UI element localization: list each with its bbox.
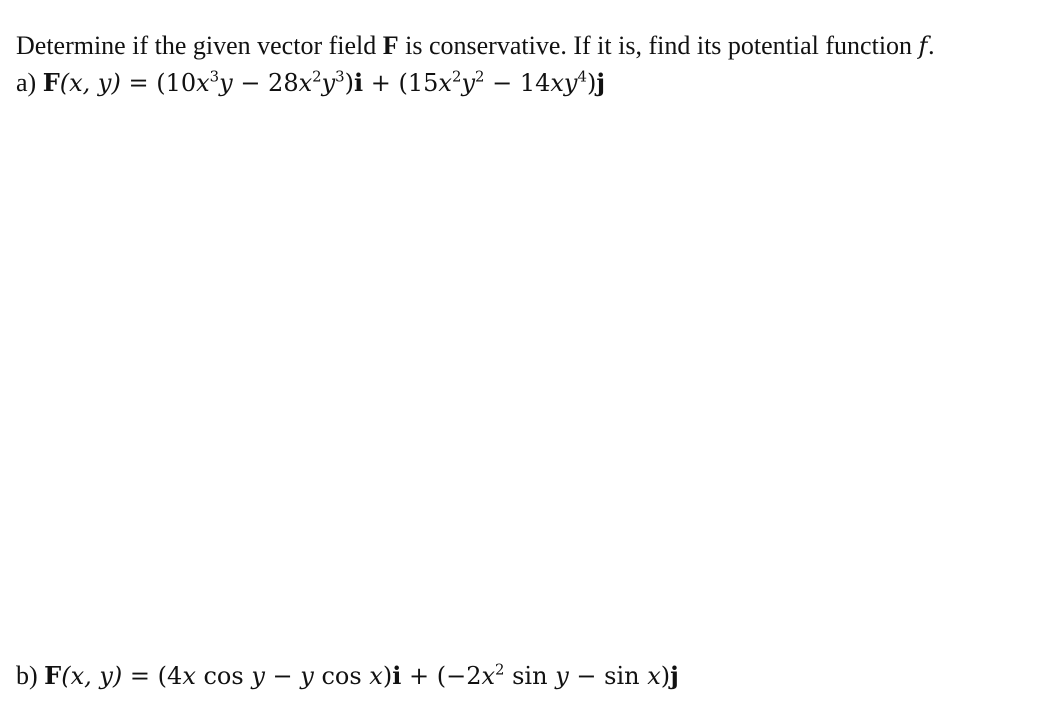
part-a-i-open: (10 (156, 69, 197, 97)
part-b-j-x2: x (647, 662, 661, 690)
instructions-text-start: Determine if the given vector field (16, 31, 383, 60)
part-b-i-x2: x (369, 662, 383, 690)
part-a-plus: + (363, 69, 399, 97)
part-a-equals: = (120, 69, 157, 97)
part-b-i-y: y (251, 662, 265, 690)
part-b-i-cos2: cos (313, 662, 370, 690)
potential-function-symbol: f (918, 32, 928, 60)
part-b-equation (16, 660, 679, 692)
part-b-i-component (158, 662, 393, 690)
part-b-arguments: (x, y) (61, 662, 123, 690)
part-b-i-cos1: cos (195, 662, 252, 690)
instructions-text-middle: is conservative. If it is, find its potential function (398, 31, 919, 60)
part-b-j-x: x (481, 662, 496, 690)
part-b-j-open: (−2 (436, 662, 482, 690)
part-b-i-minus: − (264, 662, 301, 690)
part-a-i-minus: − 28 (232, 69, 299, 97)
part-a-equation (16, 67, 605, 99)
part-b-j-component (437, 662, 670, 690)
part-a-j-term2-xy: xy (550, 69, 578, 97)
part-a-field-symbol: F (42, 68, 60, 97)
part-b-i-open: (4 (157, 662, 183, 690)
part-b-label: b) (16, 661, 38, 690)
part-a-j-term1-y-exponent: 2 (475, 67, 485, 86)
part-b-j-x-exponent: 2 (495, 660, 505, 679)
part-b-i-y2: y (300, 662, 314, 690)
part-a-i-term2-x: x (298, 69, 313, 97)
instructions-period: . (927, 32, 936, 60)
part-b-field-symbol: F (44, 661, 62, 690)
part-a-j-term1-x-exponent: 2 (451, 67, 462, 86)
part-b-j-sin1: sin (504, 662, 556, 690)
part-a-j-unit: j (596, 68, 605, 97)
part-a-i-term1-y: y (219, 69, 233, 97)
vector-field-symbol: F (382, 31, 399, 60)
part-b-equals: = (122, 662, 158, 690)
part-a-j-term1-y: y (461, 69, 475, 97)
part-b-i-unit: i (392, 661, 402, 690)
part-a-i-unit: i (354, 68, 364, 97)
part-a-j-term2-y-exponent: 4 (577, 67, 587, 86)
part-a-j-term1-x: x (438, 69, 452, 97)
part-b-i-close: ) (382, 662, 393, 690)
part-a-i-term2-y-exponent: 3 (335, 67, 345, 86)
part-a-i-term2-y: y (321, 69, 336, 97)
part-a-i-component (156, 69, 354, 97)
part-b-j-y: y (555, 662, 569, 690)
part-a-j-open: (15 (398, 69, 439, 97)
part-a-j-component (399, 69, 597, 97)
part-a-j-minus: − 14 (484, 69, 551, 97)
part-b-j-close: ) (660, 662, 671, 690)
part-a-i-term1-x-exponent: 3 (209, 67, 220, 86)
part-a-i-close: ) (344, 69, 355, 97)
part-a-arguments: (x, y) (59, 69, 121, 97)
problem-instructions (16, 30, 935, 62)
part-b-i-x: x (182, 662, 196, 690)
part-b-plus: + (401, 662, 437, 690)
part-a-j-close: ) (586, 69, 597, 97)
part-a-i-term2-x-exponent: 2 (312, 67, 322, 86)
part-a-label: a) (16, 68, 37, 97)
part-a-i-term1-x: x (196, 69, 210, 97)
part-b-j-unit: j (670, 661, 679, 690)
part-b-j-minus-sin: − sin (568, 662, 648, 690)
